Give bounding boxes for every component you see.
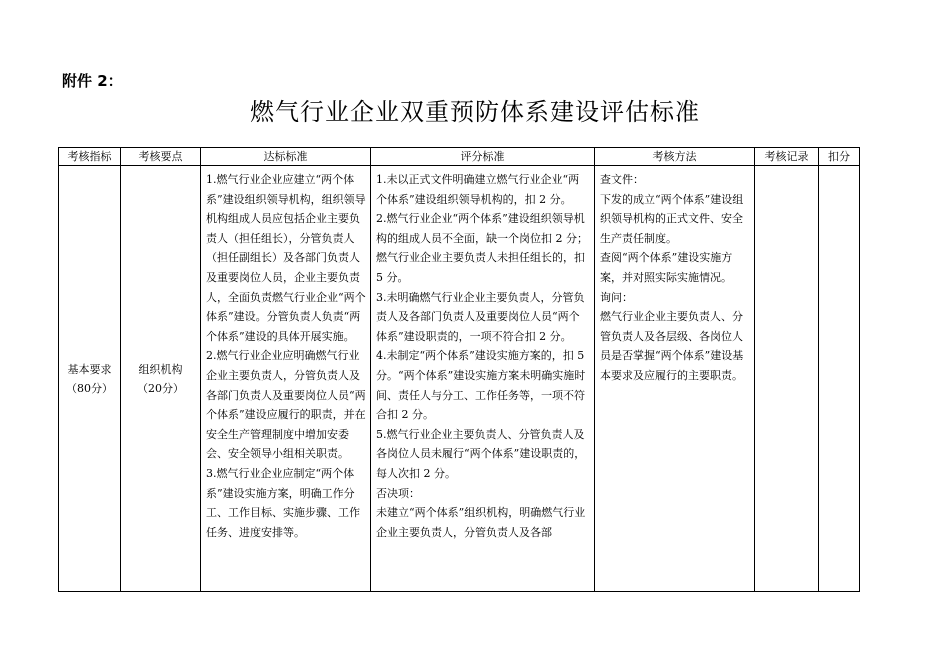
indicator-score: （80分） — [66, 381, 113, 395]
scoring-item: 2.燃气行业企业“两个体系”建设组织领导机构的组成人员不全面，缺一个岗位扣 2 分；燃气行业企业主要负责人未担任组长的，扣 5 分。 — [376, 212, 588, 284]
header-indicator: 考核指标 — [59, 148, 121, 166]
standard-item: 3.燃气行业企业应制定“两个体系”建设实施方案，明确工作分工、工作目标、实施步骤、工作任务、进度安排等。 — [206, 466, 360, 539]
record-value — [755, 166, 818, 591]
evaluation-table — [58, 147, 860, 592]
cell-scoring — [371, 166, 595, 592]
table-row — [59, 166, 860, 592]
scoring-item: 3.未明确燃气行业企业主要负责人，分管负责人及各部门负责人及重要岗位人员“两个体系”建设职责的，一项不符合扣 2 分。 — [376, 290, 585, 343]
veto-label: 否决项： — [376, 486, 420, 500]
cell-record — [755, 166, 819, 592]
veto-item: 未建立“两个体系”组织机构，明确燃气行业企业主要负责人，分管负责人及各部 — [376, 506, 586, 539]
method-item: 下发的成立“两个体系”建设组织领导机构的正式文件、安全生产责任制度。 — [600, 192, 744, 245]
header-standard: 达标标准 — [201, 148, 371, 166]
cell-standard — [201, 166, 371, 592]
deduction-value — [819, 166, 859, 591]
standard-item: 2.燃气行业企业应明确燃气行业企业主要负责人，分管负责人及各部门负责人及重要岗位人员“两个体系”建设应履行的职责，并在安全生产管理制度中增加安委会、安全领导小组相关职责。 — [206, 349, 366, 461]
method-item: 询问： — [600, 290, 633, 304]
cell-point — [121, 166, 201, 592]
attachment-label: 附件 2： — [62, 72, 123, 90]
table-header-row — [59, 148, 860, 166]
cell-deduction — [819, 166, 860, 592]
standard-item: 1.燃气行业企业应建立“两个体系”建设组织领导机构，组织领导机构组成人员应包括企业主要负责人（担任组长），分管负责人（担任副组长）及各部门负责人及重要岗位人员，企业主要负责人，全面负责燃气行业企业“两个体系”建设。分管负责人负责“两个体系”建设的具体开展实施。 — [206, 173, 366, 343]
indicator-name: 基本要求 — [67, 362, 112, 376]
header-deduction: 扣分 — [819, 148, 860, 166]
header-point: 考核要点 — [121, 148, 201, 166]
method-item: 查文件： — [600, 173, 644, 186]
scoring-item: 4.未制定“两个体系”建设实施方案的，扣 5 分。“两个体系”建设实施方案未明确实施时间、责任人与分工、工作任务等，一项不符合扣 2 分。 — [376, 349, 586, 422]
method-item: 查阅“两个体系”建设实施方案，并对照实际实施情况。 — [600, 251, 733, 284]
header-record: 考核记录 — [755, 148, 819, 166]
scoring-item: 5.燃气行业企业主要负责人、分管负责人及各岗位人员未履行“两个体系”建设职责的，每人次扣 2 分。 — [376, 427, 586, 480]
page-title: 燃气行业企业双重预防体系建设评估标准 — [250, 98, 700, 126]
cell-method — [595, 166, 755, 592]
header-method: 考核方法 — [595, 148, 755, 166]
point-score: （20分） — [137, 381, 184, 395]
scoring-item: 1.未以正式文件明确建立燃气行业企业“两个体系”建设组织领导机构的，扣 2 分。 — [376, 173, 580, 206]
method-item: 燃气行业企业主要负责人、分管负责人及各层级、各岗位人员是否掌握“两个体系”建设基本要求及应履行的主要职责。 — [600, 310, 744, 382]
header-scoring: 评分标准 — [371, 148, 595, 166]
cell-indicator — [59, 166, 121, 592]
point-name: 组织机构 — [138, 362, 183, 376]
